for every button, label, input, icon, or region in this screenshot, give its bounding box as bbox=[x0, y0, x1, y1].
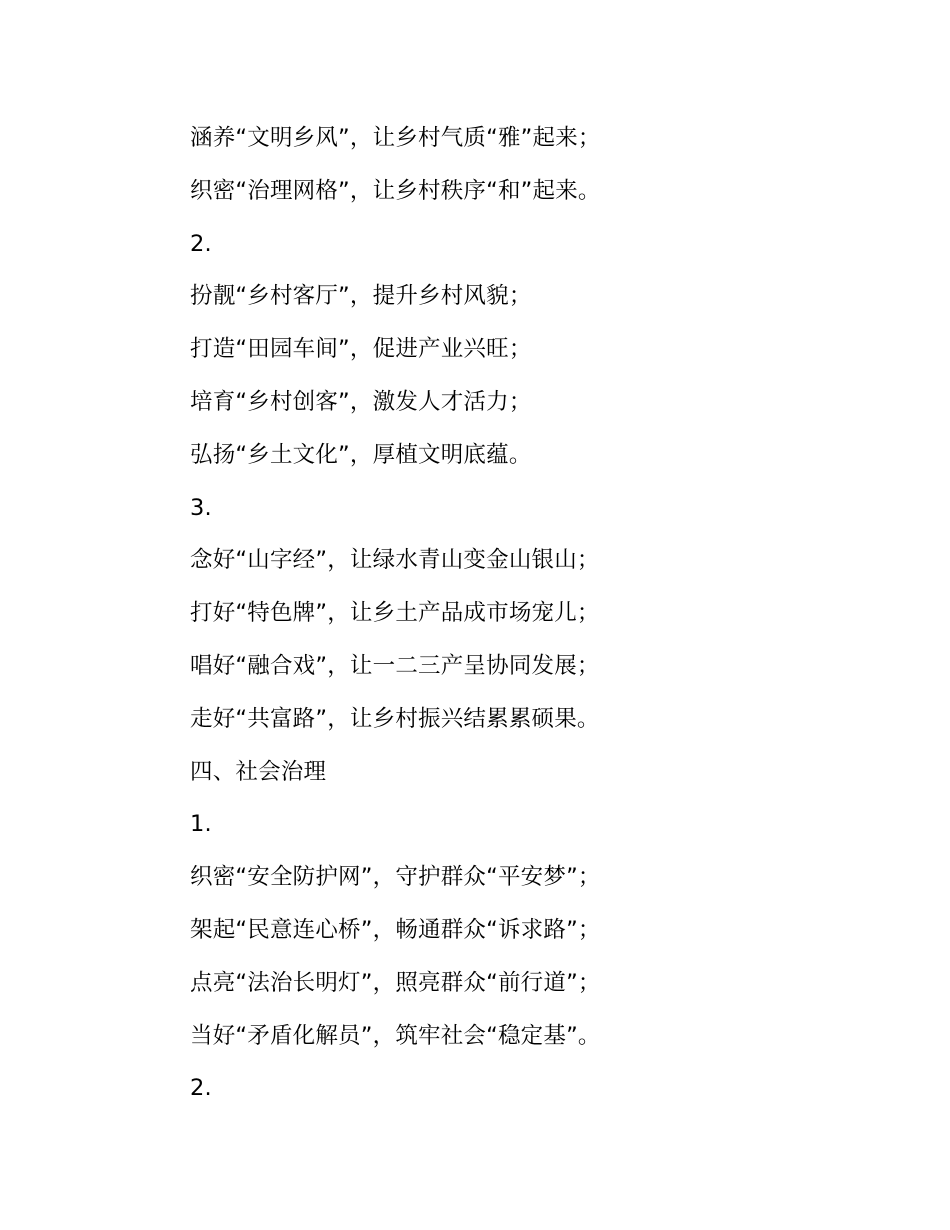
text-line: 打造“田园车间”，促进产业兴旺； bbox=[190, 336, 532, 363]
section-number: 2. bbox=[190, 230, 212, 257]
text-line: 当好“矛盾化解员”，筑牢社会“稳定基”。 bbox=[190, 1022, 601, 1049]
text-line: 走好“共富路”，让乡村振兴结累累硕果。 bbox=[190, 705, 600, 732]
text-line: 点亮“法治长明灯”，照亮群众“前行道”； bbox=[190, 969, 601, 996]
text-line: 织密“治理网格”，让乡村秩序“和”起来。 bbox=[190, 177, 601, 204]
text-line: 培育“乡村创客”，激发人才活力； bbox=[190, 388, 532, 415]
text-line: 架起“民意连心桥”，畅通群众“诉求路”； bbox=[190, 916, 601, 943]
text-line: 打好“特色牌”，让乡土产品成市场宠儿； bbox=[190, 600, 600, 627]
section-heading: 四、社会治理 bbox=[190, 758, 327, 785]
section-number: 1. bbox=[190, 811, 212, 838]
section-number: 3. bbox=[190, 494, 212, 521]
document-body bbox=[190, 112, 890, 1115]
section-number: 2. bbox=[190, 1075, 212, 1102]
text-line: 织密“安全防护网”，守护群众“平安梦”； bbox=[190, 864, 601, 891]
text-line: 扮靓“乡村客厅”，提升乡村风貌； bbox=[190, 283, 532, 310]
text-line: 唱好“融合戏”，让一二三产呈协同发展； bbox=[190, 652, 600, 679]
text-line: 弘扬“乡土文化”，厚植文明底蕴。 bbox=[190, 441, 532, 468]
text-line: 涵养“文明乡风”，让乡村气质“雅”起来； bbox=[190, 125, 601, 151]
text-line: 念好“山字经”，让绿水青山变金山银山； bbox=[190, 547, 600, 574]
